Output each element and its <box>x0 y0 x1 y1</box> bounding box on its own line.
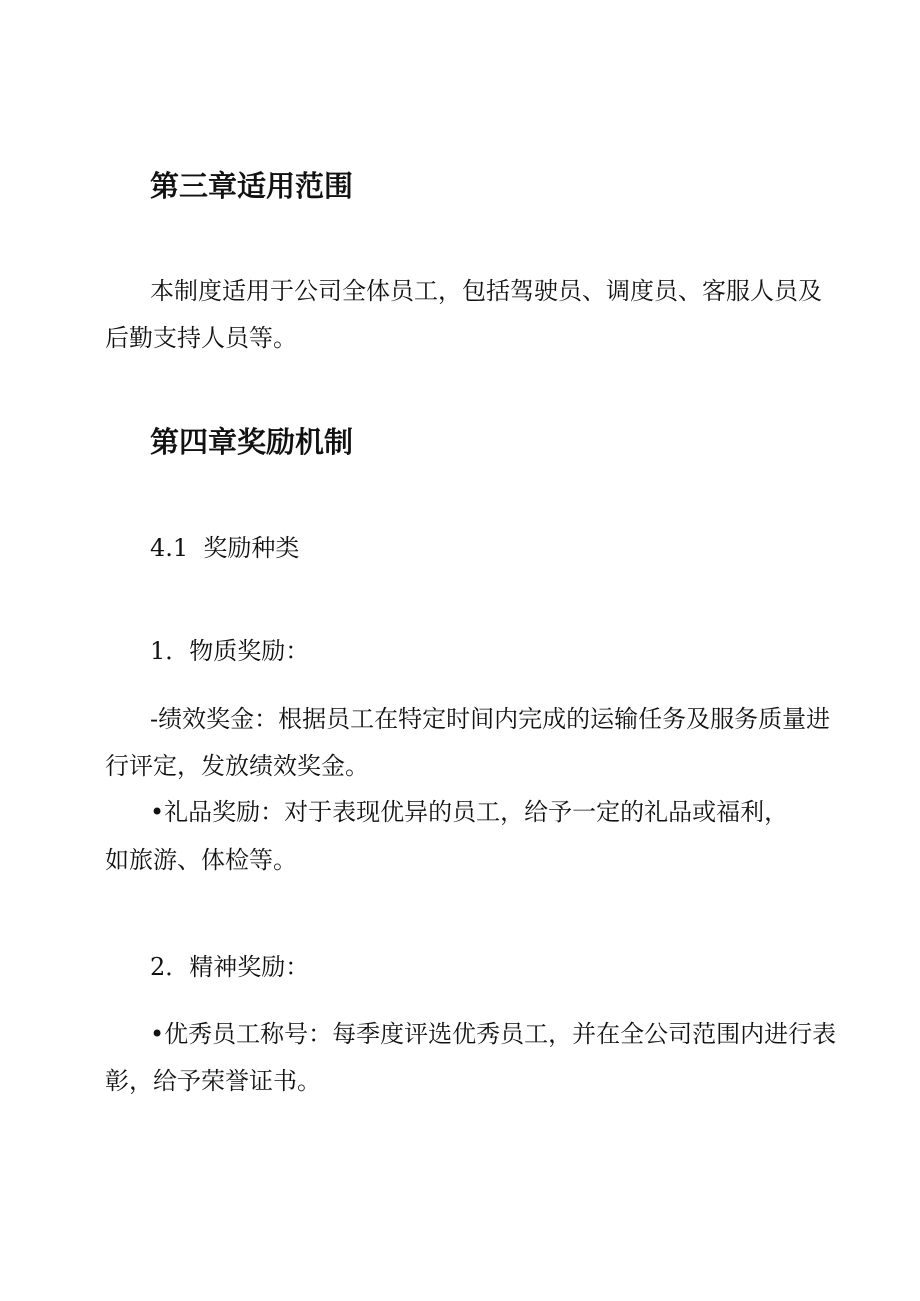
item2-bullet1-line1: •优秀员工称号：每季度评选优秀员工，并在全公司范围内进行表 <box>150 1020 837 1048</box>
item1-bullet2-line2: 如旅游、体检等。 <box>105 846 297 874</box>
item1-bullet2-line1: •礼品奖励：对于表现优异的员工，给予一定的礼品或福利， <box>150 798 789 826</box>
chapter4-heading: 第四章奖励机制 <box>150 425 354 459</box>
item1-title: 1．物质奖励： <box>150 637 310 665</box>
chapter3-heading: 第三章适用范围 <box>150 169 354 203</box>
chapter3-paragraph-line2: 后勤支持人员等。 <box>105 324 297 352</box>
item2-bullet1-line2: 彰，给予荣誉证书。 <box>105 1067 321 1095</box>
section-4-1-title: 4.1 奖励种类 <box>150 534 300 562</box>
item1-bullet1-line1: -绩效奖金：根据员工在特定时间内完成的运输任务及服务质量进 <box>150 705 831 733</box>
item1-bullet1-line2: 行评定，发放绩效奖金。 <box>105 752 369 780</box>
item2-title: 2．精神奖励： <box>150 953 310 981</box>
chapter3-paragraph-line1: 本制度适用于公司全体员工，包括驾驶员、调度员、客服人员及 <box>150 277 822 305</box>
